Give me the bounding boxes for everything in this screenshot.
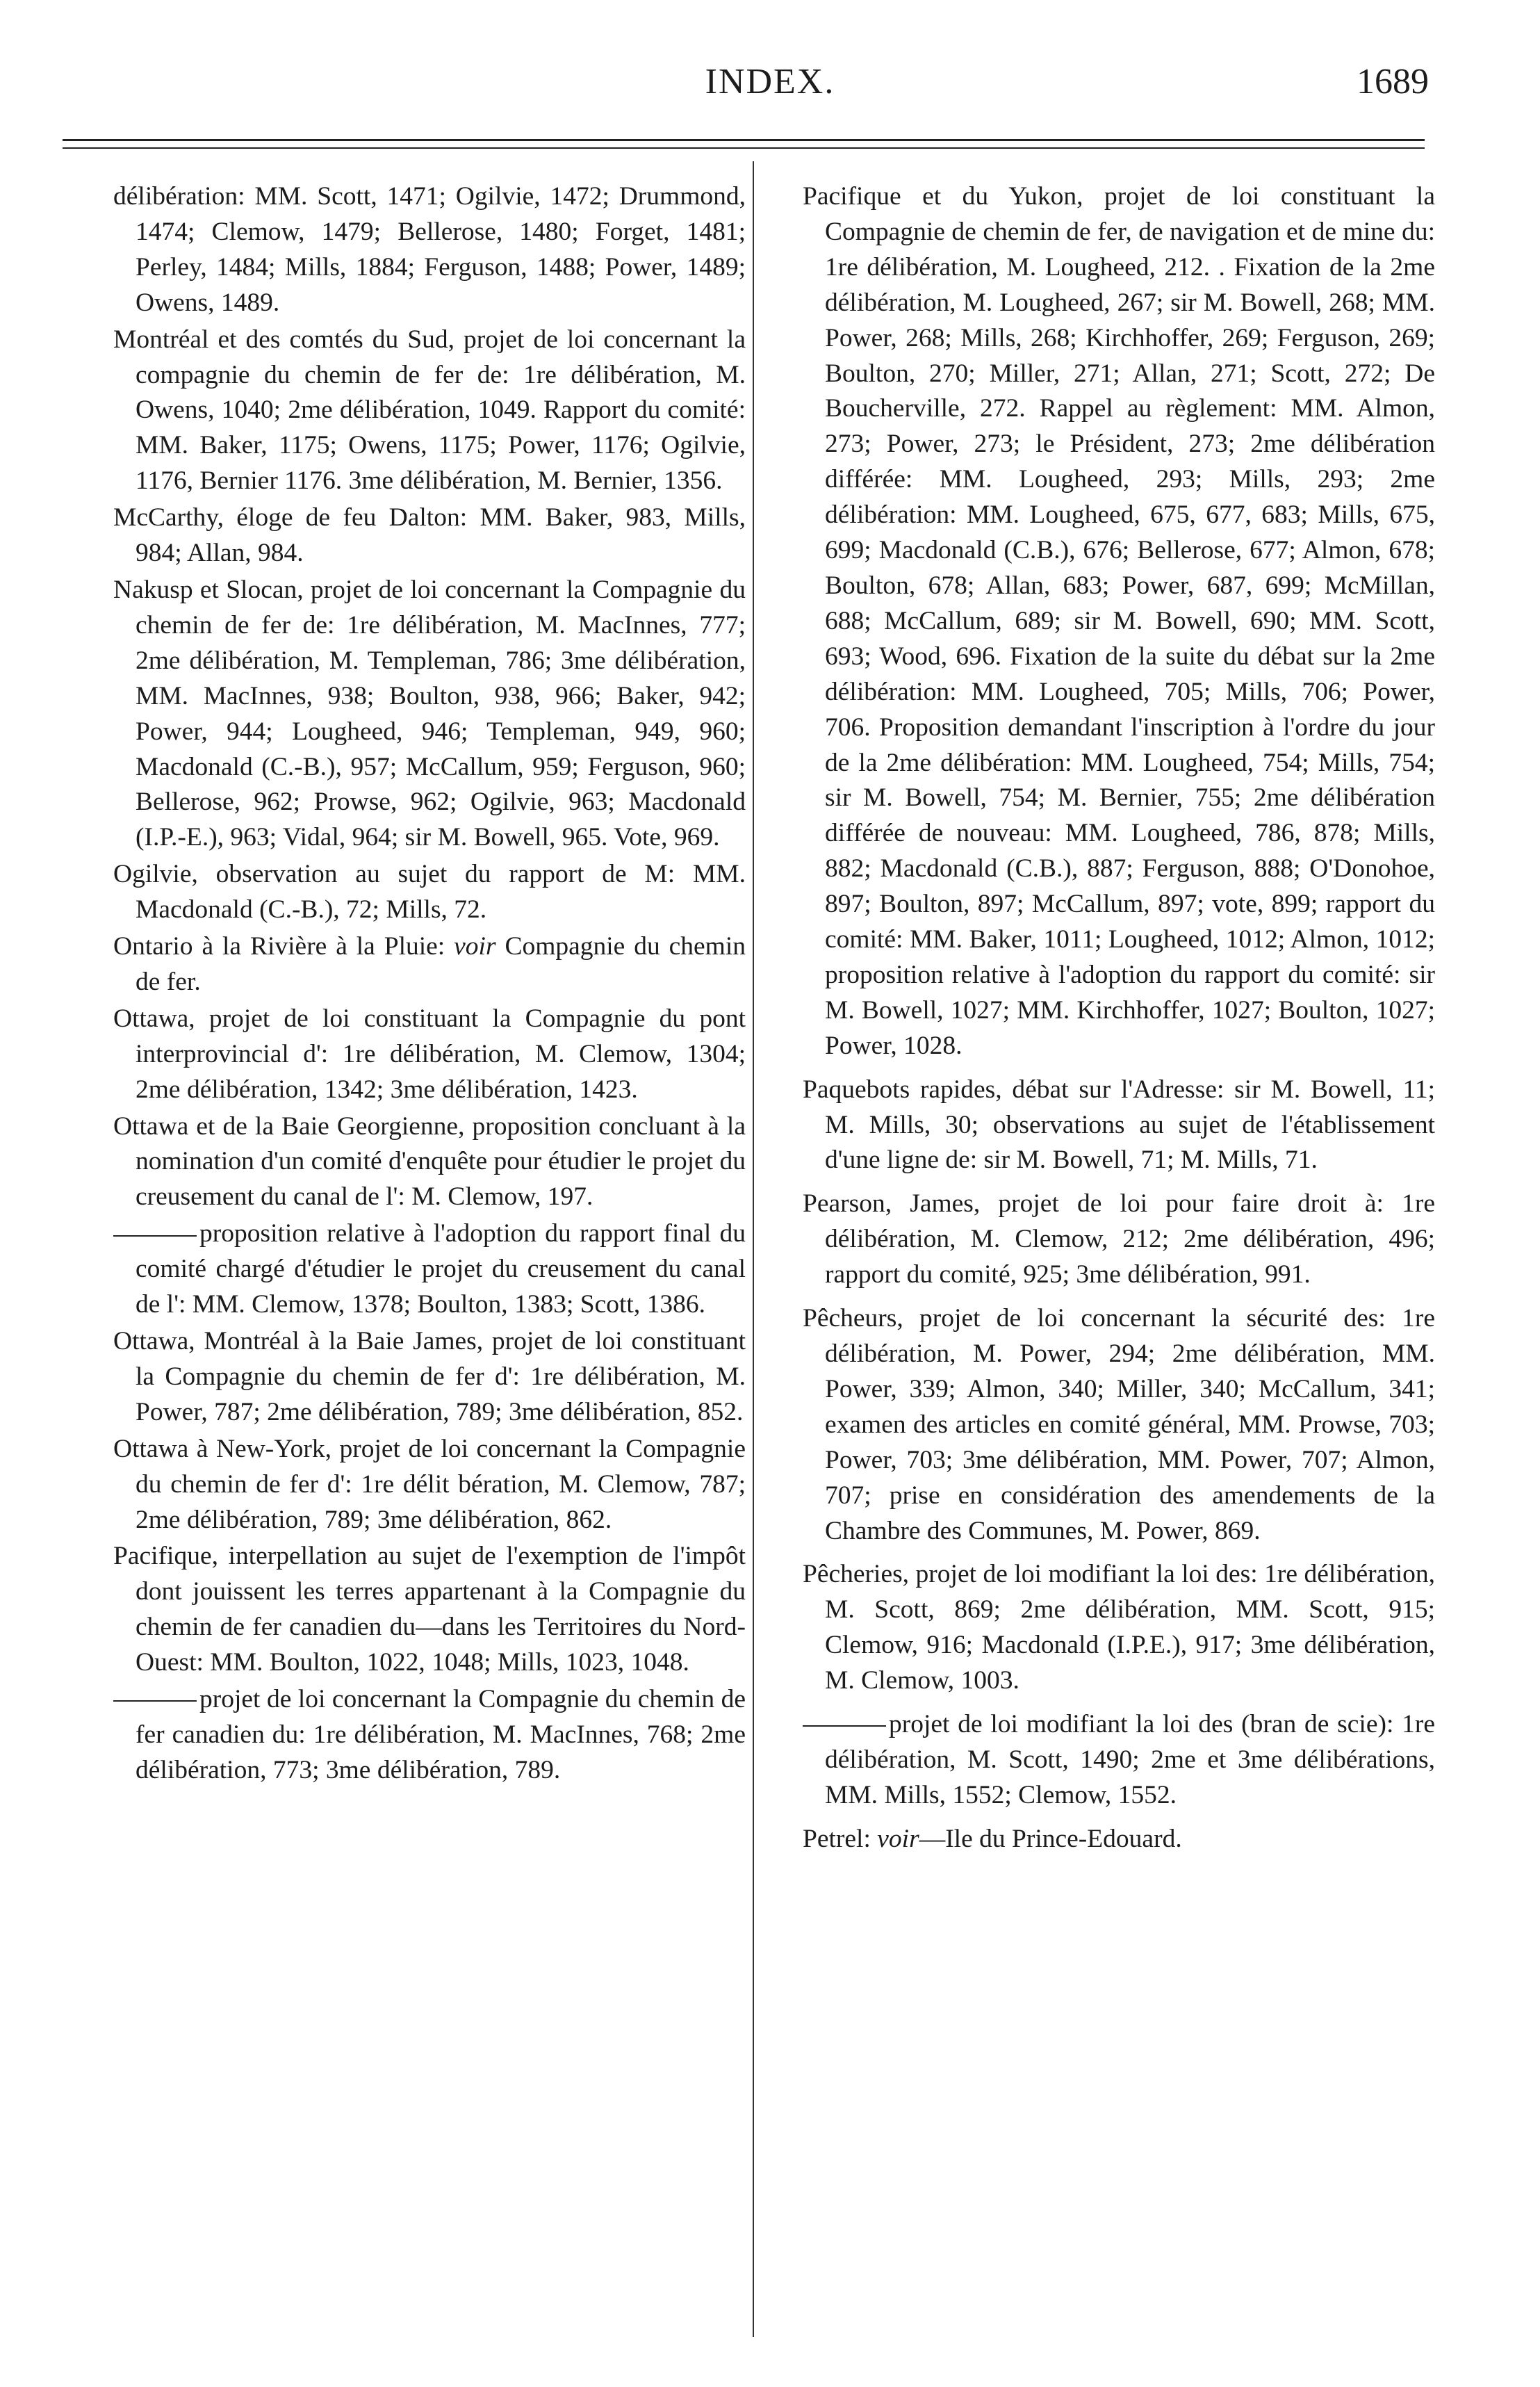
- page-number: 1689: [1357, 62, 1429, 101]
- index-entry: [803, 1707, 1435, 1814]
- entry-text: Paquebots rapides, débat sur l'Adresse: sir M. Bowell, 11; M. Mills, 30; observations au sujet de l'établissement d'une ligne de: sir M. Bowell, 71; M. Mills, 71.: [803, 1075, 1435, 1175]
- entry-text: Pêcheries, projet de loi modifiant la loi des: 1re délibération, M. Scott, 869; 2me délibération, MM. Scott, 915; Clemow, 916; Macdonald (I.P.E.), 917; 3me délibération, M. Clemow, 1003.: [803, 1560, 1435, 1695]
- index-entry: [113, 323, 746, 500]
- entry-text: Montréal et des comtés du Sud, projet de loi concernant la compagnie du chemin de fer de: 1re délibération, M. Owens, 1040; 2me délibération, 1049. Rapport du comité: MM. Baker, 1175; Owens, 1175; Power, 1176; Ogilvie, 1176, Bernier 1176. 3me délibération, M. Bernier, 1356.: [113, 325, 746, 496]
- page-header: [0, 61, 1540, 117]
- entry-italic: voir: [877, 1824, 919, 1853]
- index-entry: [803, 1301, 1435, 1549]
- entry-text: Compagnie du chemin de fer.: [136, 932, 746, 996]
- entry-text: Pêcheurs, projet de loi concernant la sécurité des: 1re délibération, M. Power, 294; 2me délibération, MM. Power, 339; Almon, 340; Miller, 340; McCallum, 341; examen des articles en comité général, MM. Prowse, 703; Power, 703; 3me délibération, MM. Power, 707; Almon, 707; prise en considération des amendements de la Chambre des Communes, M. Power, 869.: [803, 1304, 1435, 1545]
- entry-italic: voir: [454, 932, 496, 961]
- repeat-dash: [803, 1725, 886, 1727]
- index-entry: [113, 1216, 746, 1323]
- index-entry: [113, 573, 746, 856]
- index-entry: [113, 500, 746, 571]
- index-entry: [113, 1539, 746, 1681]
- index-entry: [113, 929, 746, 1000]
- index-entry: [113, 1432, 746, 1538]
- index-entry: [803, 179, 1435, 1064]
- entry-text: Ogilvie, observation au sujet du rapport de M: MM. Macdonald (C.-B.), 72; Mills, 72.: [113, 860, 746, 924]
- entry-text: Nakusp et Slocan, projet de loi concernant la Compagnie du chemin de fer de: 1re délibération, M. MacInnes, 777; 2me délibération, M. Templeman, 786; 3me délibération, MM. MacInnes, 938; Boulton, 938, 966; Baker, 942; Power, 944; Lougheed, 946; Templeman, 949, 960; Macdonald (C.-B.), 957; McCallum, 959; Ferguson, 960; Bellerose, 962; Prowse, 962; Ogilvie, 963; Macdonald (I.P.-E.), 963; Vidal, 964; sir M. Bowell, 965. Vote, 969.: [113, 575, 746, 852]
- entry-text: Ottawa et de la Baie Georgienne, proposition concluant à la nomination d'un comité d'enquête pour étudier le projet du creusement du canal de l': M. Clemow, 197.: [113, 1111, 746, 1212]
- index-entry: [803, 1557, 1435, 1699]
- index-entry: [803, 1073, 1435, 1179]
- entry-text: —Ile du Prince-Edouard.: [919, 1824, 1182, 1853]
- repeat-dash: [113, 1235, 197, 1237]
- header-rule-bottom: [63, 147, 1425, 149]
- entry-text: Ottawa à New-York, projet de loi concernant la Compagnie du chemin de fer d': 1re délit bération, M. Clemow, 787; 2me délibération, 789; 3me délibération, 862.: [113, 1434, 746, 1534]
- index-entry: [113, 1324, 746, 1431]
- entry-text: Pacifique et du Yukon, projet de loi constituant la Compagnie de chemin de fer, de navigation et de mine du: 1re délibération, M. Lougheed, 212. . Fixation de la 2me délibération, M. Lougheed, 267; sir M. Bowell, 268; MM. Power, 268; Mills, 268; Kirchhoffer, 269; Ferguson, 269; Boulton, 270; Miller, 271; Allan, 271; Scott, 272; De Boucherville, 272. Rappel au règlement: MM. Almon, 273; Power, 273; le Président, 273; 2me délibération différée: MM. Lougheed, 293; Mills, 293; 2me délibération: MM. Lougheed, 675, 677, 683; Mills, 675, 699; Macdonald (C.B.), 676; Bellerose, 677; Almon, 678; Boulton, 678; Allan, 683; Power, 687, 699; McMillan, 688; McCallum, 689; sir M. Bowell, 690; MM. Scott, 693; Wood, 696. Fixation de la suite du débat sur la 2me délibération: MM. Lougheed, 705; Mills, 706; Power, 706. Proposition demandant l'inscription à l'ordre du jour de la 2me délibération: MM. Lougheed, 754; Mills, 754; sir M. Bowell, 754; M. Bernier, 755; 2me délibération différée de nouveau: MM. Lougheed, 786, 878; Mills, 882; Macdonald (C.B.), 887; Ferguson, 888; O'Donohoe, 897; Boulton, 897; McCallum, 897; vote, 899; rapport du comité: MM. Baker, 1011; Lougheed, 1012; Almon, 1012; proposition relative à l'adoption du rapport du comité: sir M. Bowell, 1027; MM. Kirchhoffer, 1027; Boulton, 1027; Power, 1028.: [803, 182, 1435, 1060]
- entry-text: Pearson, James, projet de loi pour faire droit à: 1re délibération, M. Clemow, 212; 2me délibération, 496; rapport du comité, 925; 3me délibération, 991.: [803, 1189, 1435, 1289]
- page-title: INDEX.: [705, 62, 835, 101]
- entry-text: délibération: MM. Scott, 1471; Ogilvie, 1472; Drummond, 1474; Clemow, 1479; Bellerose, 1480; Forget, 1481; Perley, 1484; Mills, 1884; Ferguson, 1488; Power, 1489; Owens, 1489.: [113, 182, 746, 317]
- entry-text: Ottawa, Montréal à la Baie James, projet de loi constituant la Compagnie du chemin de fer d': 1re délibération, M. Power, 787; 2me délibération, 789; 3me délibération, 852.: [113, 1327, 746, 1426]
- entry-text: McCarthy, éloge de feu Dalton: MM. Baker, 983, Mills, 984; Allan, 984.: [113, 503, 746, 568]
- header-rule-top: [63, 139, 1425, 141]
- column-divider: [753, 161, 754, 2337]
- left-column: [113, 179, 746, 1790]
- entry-text: Pacifique, interpellation au sujet de l'exemption de l'impôt dont jouissent les terres appartenant à la Compagnie du chemin de fer canadien du—dans les Territoires du Nord-Ouest: MM. Boulton, 1022, 1048; Mills, 1023, 1048.: [113, 1542, 746, 1677]
- index-entry: [113, 1682, 746, 1789]
- index-entry: [113, 857, 746, 928]
- repeat-dash: [113, 1700, 197, 1702]
- right-column: [803, 179, 1435, 1859]
- index-entry: [113, 1109, 746, 1216]
- entry-text: Petrel:: [803, 1824, 878, 1853]
- entry-text: proposition relative à l'adoption du rapport final du comité chargé d'étudier le projet du creusement du canal de l': MM. Clemow, 1378; Boulton, 1383; Scott, 1386.: [136, 1219, 746, 1319]
- index-entry: [803, 1187, 1435, 1293]
- index-entry: [113, 1002, 746, 1108]
- index-entry: [113, 179, 746, 321]
- entry-text: projet de loi concernant la Compagnie du chemin de fer canadien du: 1re délibération, M. MacInnes, 768; 2me délibération, 773; 3me délibération, 789.: [136, 1685, 746, 1784]
- entry-text: Ontario à la Rivière à la Pluie:: [113, 932, 454, 961]
- entry-text: projet de loi modifiant la loi des (bran de scie): 1re délibération, M. Scott, 1490; 2me et 3me délibérations, MM. Mills, 1552; Clemow, 1552.: [825, 1710, 1435, 1809]
- index-entry: [803, 1822, 1435, 1857]
- entry-text: Ottawa, projet de loi constituant la Compagnie du pont interprovincial d': 1re délibération, M. Clemow, 1304; 2me délibération, 1342; 3me délibération, 1423.: [113, 1004, 746, 1104]
